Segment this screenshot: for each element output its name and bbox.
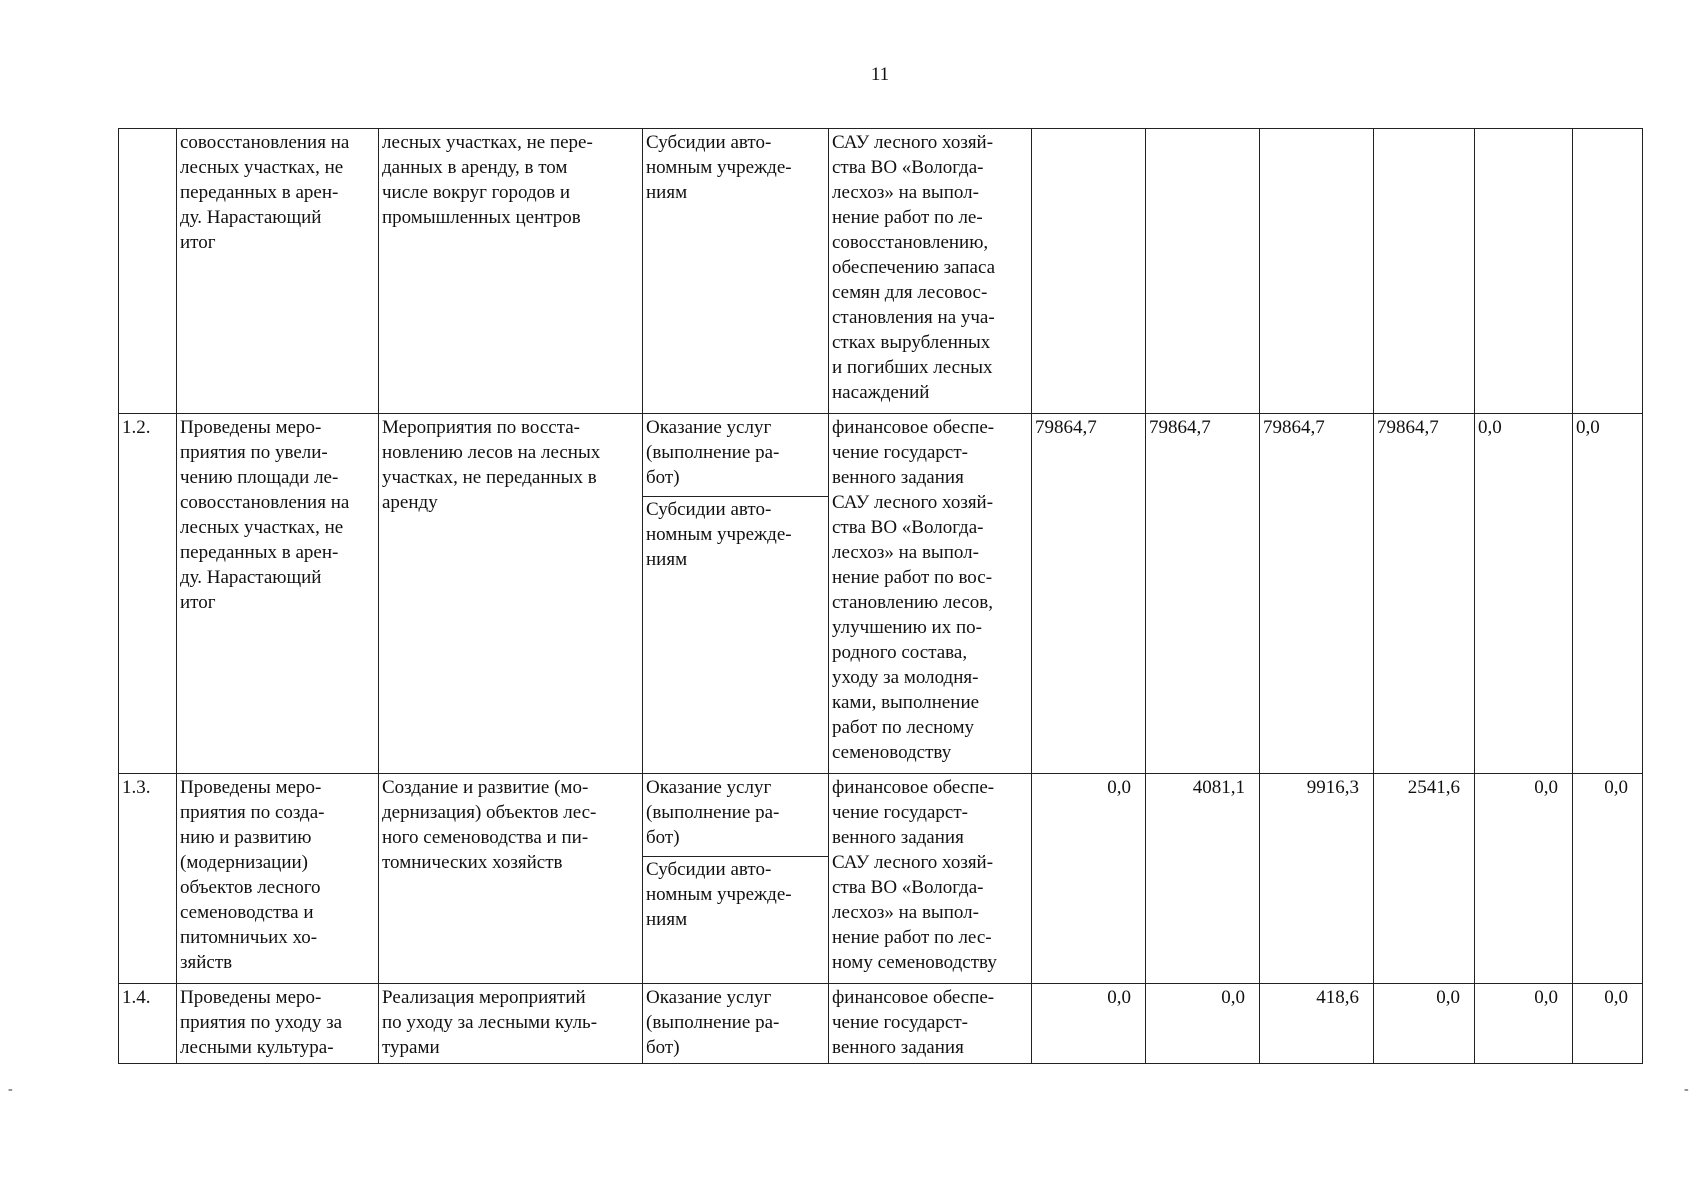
page-number: 11 — [870, 64, 890, 85]
value-cell — [1032, 129, 1146, 414]
type-cell — [643, 414, 829, 774]
value-cell: 79864,7 — [1146, 414, 1260, 774]
value-cell: 0,0 — [1146, 984, 1260, 1064]
result-cell: совосстановления на лесных участках, не переданных в арен- ду. Нарастающий итог — [177, 129, 379, 414]
type-top: Субсидии авто- номным учрежде- ниям — [646, 132, 792, 203]
type-top: Оказание услуг (выполнение ра- бот) — [646, 987, 780, 1058]
row-number: 1.2. — [119, 414, 177, 774]
row-number: 1.4. — [119, 984, 177, 1064]
measure-cell: лесных участках, не пере- данных в аренду, в том числе вокруг городов и промышленных центров — [379, 129, 643, 414]
table-row — [119, 984, 1643, 1064]
value-cell: 0,0 — [1032, 984, 1146, 1064]
value-cell — [1573, 129, 1643, 414]
result-cell: Проведены меро- приятия по созда- нию и развитию (модернизации) объектов лесного семеноводства и питомничьих хо- зяйств — [177, 774, 379, 984]
description-cell: финансовое обеспе- чение государст- венного задания — [829, 984, 1032, 1064]
value-cell: 9916,3 — [1260, 774, 1374, 984]
type-top: Оказание услуг (выполнение ра- бот) — [646, 417, 780, 488]
value-cell: 0,0 — [1573, 414, 1643, 774]
table-row — [119, 414, 1643, 774]
table-row — [119, 774, 1643, 984]
measure-cell: Реализация мероприятий по уходу за лесными куль- турами — [379, 984, 643, 1064]
value-cell — [1475, 129, 1573, 414]
result-cell: Проведены меро- приятия по уходу за лесными культура- — [177, 984, 379, 1064]
description-cell: финансовое обеспе- чение государст- венного задания САУ лесного хозяй- ства ВО «Вологда- лесхоз» на выпол- нение работ по вос- становлению лесов, улучшению их по- родного состава, уходу за молодня- ками, выполнение работ по лесному семеноводству — [829, 414, 1032, 774]
type-cell — [643, 984, 829, 1064]
value-cell: 0,0 — [1475, 774, 1573, 984]
value-cell: 418,6 — [1260, 984, 1374, 1064]
type-bottom: Субсидии авто- номным учрежде- ниям — [643, 496, 828, 572]
value-cell: 2541,6 — [1374, 774, 1475, 984]
value-cell — [1374, 129, 1475, 414]
scan-mark-left: - — [8, 1082, 13, 1097]
type-cell — [643, 774, 829, 984]
value-cell — [1146, 129, 1260, 414]
measure-cell: Мероприятия по восста- новлению лесов на лесных участках, не переданных в аренду — [379, 414, 643, 774]
measure-cell: Создание и развитие (мо- дернизация) объектов лес- ного семеноводства и пи- томнических хозяйств — [379, 774, 643, 984]
value-cell: 79864,7 — [1032, 414, 1146, 774]
type-top: Оказание услуг (выполнение ра- бот) — [646, 777, 780, 848]
value-cell — [1260, 129, 1374, 414]
value-cell: 4081,1 — [1146, 774, 1260, 984]
type-bottom: Субсидии авто- номным учрежде- ниям — [643, 856, 828, 932]
type-cell — [643, 129, 829, 414]
row-number — [119, 129, 177, 414]
value-cell: 79864,7 — [1260, 414, 1374, 774]
value-cell: 0,0 — [1475, 414, 1573, 774]
value-cell: 0,0 — [1032, 774, 1146, 984]
description-cell: САУ лесного хозяй- ства ВО «Вологда- лесхоз» на выпол- нение работ по ле- совосстановлению, обеспечению запаса семян для лесовос- становления на уча- стках вырубленных и погибших лесных насаждений — [829, 129, 1032, 414]
value-cell: 79864,7 — [1374, 414, 1475, 774]
row-number: 1.3. — [119, 774, 177, 984]
value-cell: 0,0 — [1573, 774, 1643, 984]
program-table — [118, 128, 1643, 1064]
value-cell: 0,0 — [1475, 984, 1573, 1064]
result-cell: Проведены меро- приятия по увели- чению площади ле- совосстановления на лесных участках, не переданных в арен- ду. Нарастающий итог — [177, 414, 379, 774]
value-cell: 0,0 — [1573, 984, 1643, 1064]
value-cell: 0,0 — [1374, 984, 1475, 1064]
scan-mark-right: - — [1684, 1082, 1689, 1097]
description-cell: финансовое обеспе- чение государст- венного задания САУ лесного хозяй- ства ВО «Вологда- лесхоз» на выпол- нение работ по лес- ному семеноводству — [829, 774, 1032, 984]
table-row — [119, 129, 1643, 414]
